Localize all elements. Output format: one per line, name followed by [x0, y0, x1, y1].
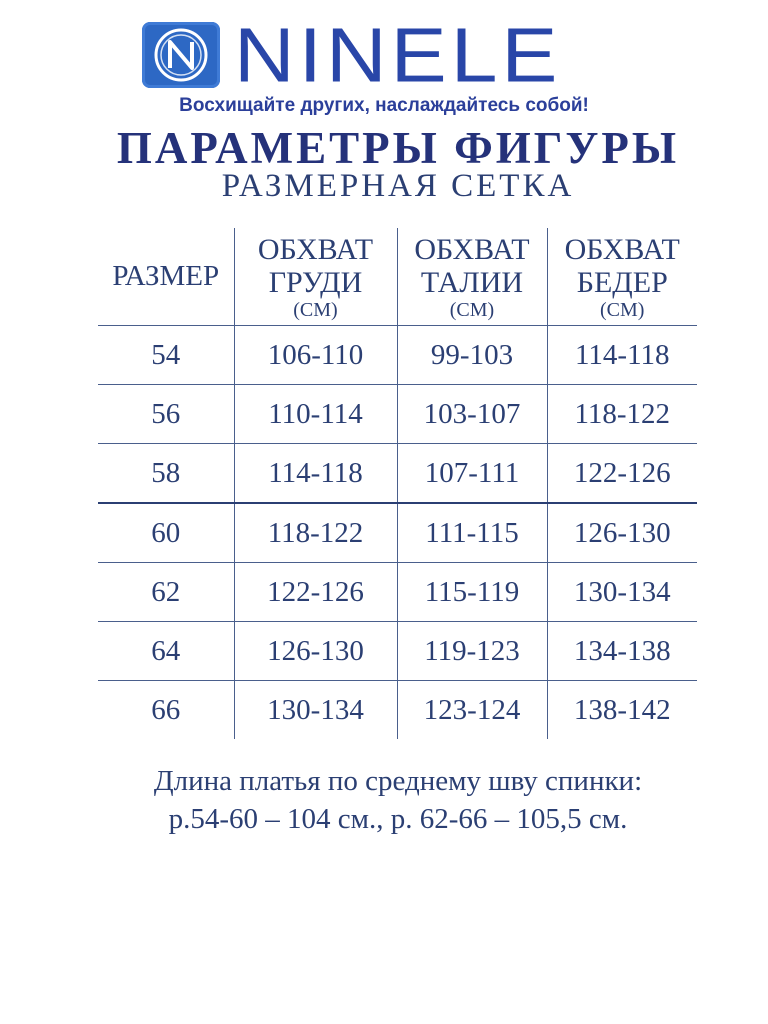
page-title: ПАРАМЕТРЫ ФИГУРЫ: [116, 123, 680, 173]
brand-name: NINELE: [234, 11, 562, 99]
size-chart-table: [98, 228, 697, 739]
cell-waist: 107-111: [397, 444, 547, 504]
header-chest: [234, 228, 397, 326]
table-row: [98, 503, 697, 563]
cell-chest: 122-126: [234, 563, 397, 622]
cell-size: 64: [98, 622, 234, 681]
cell-chest: 126-130: [234, 622, 397, 681]
table-row: [98, 681, 697, 740]
cell-size: 58: [98, 444, 234, 504]
cell-waist: 119-123: [397, 622, 547, 681]
header-hips-unit: (СМ): [600, 298, 645, 321]
cell-chest: 106-110: [234, 326, 397, 385]
header-size-label: РАЗМЕР: [112, 260, 220, 292]
header-chest-line2: ГРУДИ: [268, 265, 363, 299]
cell-chest: 110-114: [234, 385, 397, 444]
table-row: [98, 563, 697, 622]
cell-size: 66: [151, 693, 181, 726]
table-row: [98, 622, 697, 681]
header-hips: [547, 228, 697, 326]
header-hips-line2: БЕДЕР: [576, 265, 668, 299]
brand-logo-icon: [142, 22, 220, 88]
header-size: [98, 228, 234, 326]
table-row: [98, 385, 697, 444]
cell-waist: 103-107: [397, 385, 547, 444]
cell-hips: 118-122: [547, 385, 697, 444]
header-chest-unit: (СМ): [293, 298, 338, 321]
cell-waist: 115-119: [397, 563, 547, 622]
header-waist-line2: ТАЛИИ: [420, 265, 524, 299]
dress-length-note: [0, 762, 768, 838]
note-line-2: р.54-60 – 104 см., р. 62-66 – 105,5 см.: [168, 803, 628, 835]
header-waist: [397, 228, 547, 326]
table-row: [98, 444, 697, 504]
cell-chest: 130-134: [234, 681, 397, 740]
cell-hips: 122-126: [547, 444, 697, 504]
page-subtitle: РАЗМЕРНАЯ СЕТКА: [221, 168, 575, 204]
header-waist-unit: (СМ): [449, 298, 495, 321]
cell-hips: 134-138: [547, 622, 697, 681]
table-header-row: [98, 228, 697, 326]
cell-size: 54: [98, 326, 234, 385]
cell-size: 56: [98, 385, 234, 444]
table-row: [98, 326, 697, 385]
cell-size: 62: [98, 563, 234, 622]
cell-chest: 118-122: [234, 503, 397, 563]
header-waist-line1: ОБХВАТ: [414, 232, 530, 266]
cell-hips: 126-130: [547, 503, 697, 563]
cell-waist: 99-103: [397, 326, 547, 385]
cell-chest: 114-118: [234, 444, 397, 504]
cell-waist: 111-115: [397, 503, 547, 563]
cell-hips: 114-118: [547, 326, 697, 385]
cell-size: 60: [98, 503, 234, 563]
note-line-1: Длина платья по среднему шву спинки:: [153, 765, 643, 797]
cell-hips: 130-134: [547, 563, 697, 622]
brand-header: [142, 11, 562, 99]
header-hips-line1: ОБХВАТ: [564, 232, 680, 266]
brand-slogan: Восхищайте других, наслаждайтесь собой!: [179, 95, 589, 116]
cell-waist: 123-124: [397, 681, 547, 740]
header-chest-line1: ОБХВАТ: [257, 232, 374, 266]
cell-hips: 138-142: [547, 681, 697, 740]
